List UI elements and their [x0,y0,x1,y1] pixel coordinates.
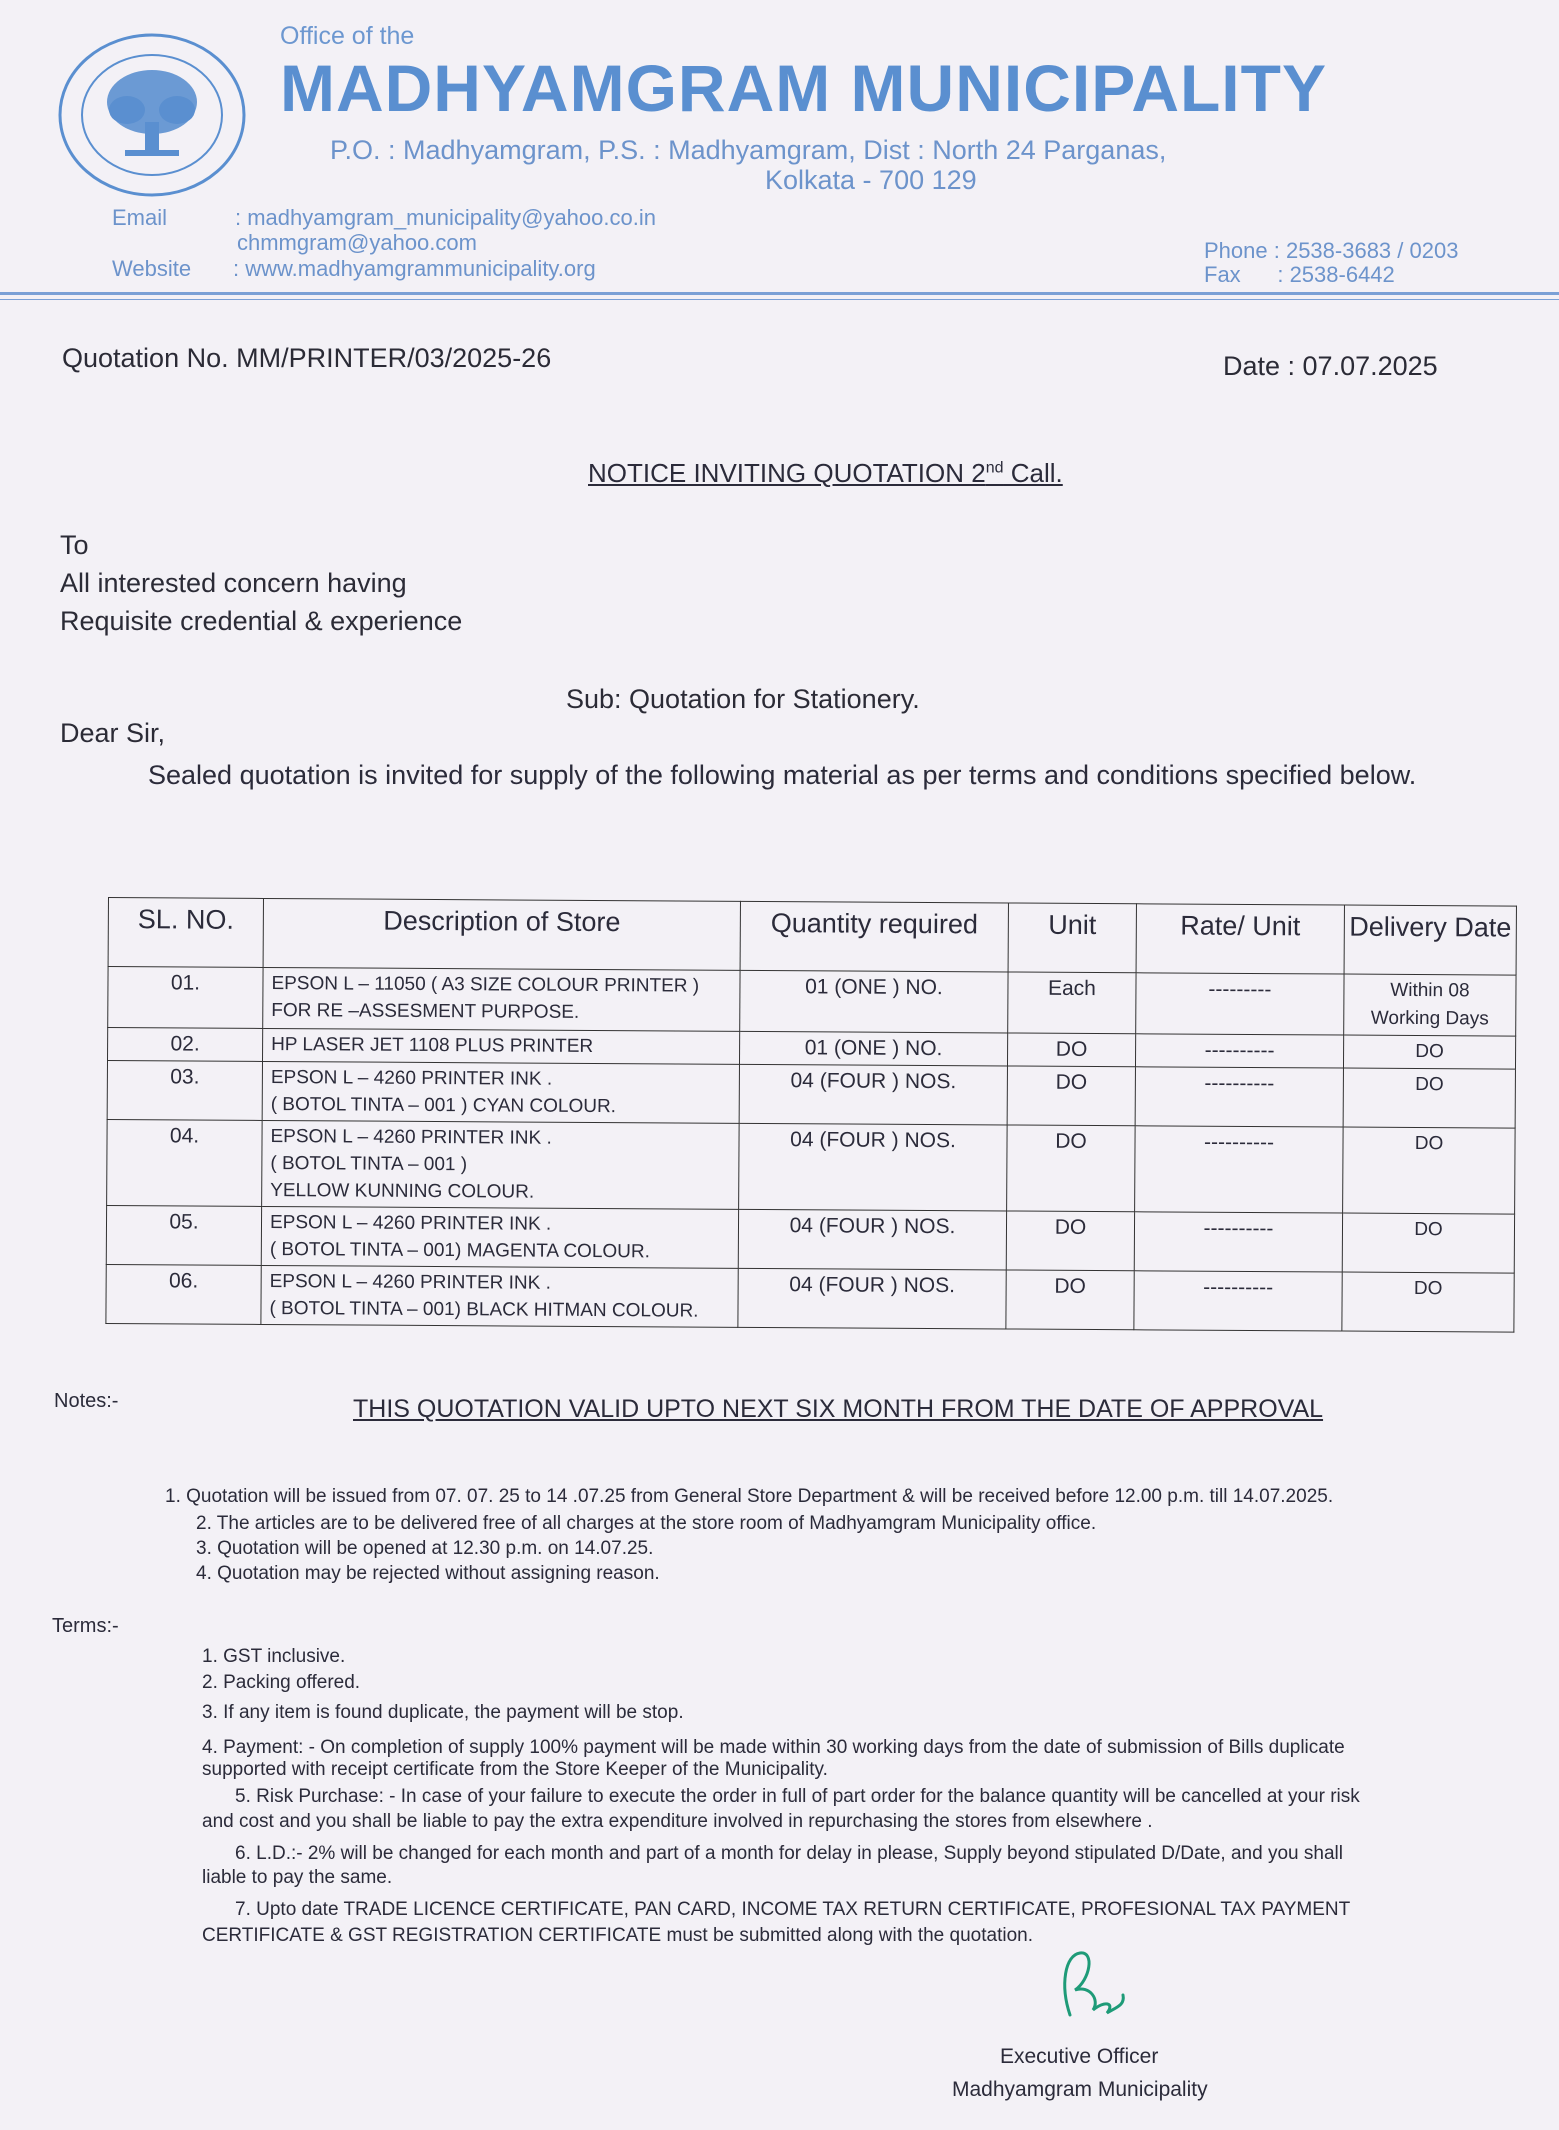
note-item: 3. Quotation will be opened at 12.30 p.m. on 14.07.25. [196,1538,654,1559]
email-address-1: : madhyamgram_municipality@yahoo.co.in [235,205,656,230]
row-description: EPSON L – 4260 PRINTER INK . ( BOTOL TINTA – 001) MAGENTA COLOUR. [261,1206,738,1268]
row-unit: Each [1008,972,1136,1034]
notice-title: NOTICE INVITING QUOTATION 2nd Call. [588,458,1063,488]
row-sl: 04. [107,1119,263,1206]
office-of-label: Office of the [280,22,415,50]
row-sl: 05. [106,1205,261,1265]
row-delivery: Within 08 Working Days [1344,974,1516,1036]
table-row [106,1205,1514,1273]
website-url: : www.madhyamgrammunicipality.org [233,256,596,281]
row-description: EPSON L – 4260 PRINTER INK . ( BOTOL TINTA – 001) BLACK HITMAN COLOUR. [261,1265,738,1327]
intro-paragraph: Sealed quotation is invited for supply of the following material as per terms and conditions specified below. [148,760,1417,790]
term-item: 6. L.D.:- 2% will be changed for each month and part of a month for delay in please, Supply beyond stipulated D/Date, and you shall [235,1843,1343,1864]
municipality-name: MADHYAMGRAM MUNICIPALITY [280,51,1327,125]
row-description: EPSON L – 4260 PRINTER INK . ( BOTOL TINTA – 001 ) YELLOW KUNNING COLOUR. [262,1120,740,1209]
row-rate: --------- [1136,973,1344,1035]
signatory-title: Executive Officer [1000,2045,1159,2068]
col-header-delivery: Delivery Date [1344,905,1516,975]
table-row [108,967,1516,1037]
quotation-date: Date : 07.07.2025 [1223,351,1438,381]
salutation: Dear Sir, [60,718,166,748]
row-delivery: DO [1343,1035,1515,1069]
addressee-line-2: Requisite credential & experience [60,606,463,636]
quotation-number: Quotation No. MM/PRINTER/03/2025-26 [62,343,552,373]
row-delivery: DO [1343,1068,1515,1128]
row-sl: 02. [108,1028,263,1062]
header-divider [0,292,1559,295]
col-header-unit: Unit [1008,903,1136,973]
term-item: 4. Payment: - On completion of supply 100% payment will be made within 30 working days from the date of submission of Bills duplicate [202,1737,1345,1758]
row-quantity: 04 (FOUR ) NOS. [738,1268,1006,1329]
row-description: HP LASER JET 1108 PLUS PRINTER [262,1028,739,1064]
row-rate: ---------- [1134,1271,1342,1331]
note-item: 4. Quotation may be rejected without assigning reason. [196,1563,660,1584]
row-quantity: 01 (ONE ) NO. [739,1031,1007,1066]
row-sl: 03. [107,1061,262,1121]
col-header-sl: SL. NO. [108,898,263,968]
phone-number: Phone : 2538-3683 / 0203 [1204,238,1459,263]
term-item: 2. Packing offered. [202,1672,361,1693]
row-unit: DO [1007,1066,1135,1126]
term-item-cont: CERTIFICATE & GST REGISTRATION CERTIFICATE must be submitted along with the quotation. [202,1925,1033,1946]
row-rate: ---------- [1135,1067,1343,1127]
row-delivery: DO [1342,1213,1514,1273]
row-rate: ---------- [1135,1034,1343,1068]
header-divider-thin [0,299,1559,300]
row-quantity: 01 (ONE ) NO. [740,970,1008,1033]
website-label: Website [112,256,192,281]
term-item-cont: and cost and you shall be liable to pay the extra expenditure involved in repurchasing the stores from elsewhere . [202,1811,1153,1832]
row-description: EPSON L – 11050 ( A3 SIZE COLOUR PRINTER ) FOR RE –ASSESMENT PURPOSE. [263,967,740,1031]
term-item-cont: supported with receipt certificate from the Store Keeper of the Municipality. [202,1759,828,1780]
subject-line: Sub: Quotation for Stationery. [566,684,920,714]
row-rate: ---------- [1134,1212,1342,1272]
term-item-cont: liable to pay the same. [202,1867,393,1888]
row-unit: DO [1007,1033,1135,1067]
address-line-1: P.O. : Madhyamgram, P.S. : Madhyamgram, Dist : North 24 Parganas, [330,135,1167,165]
row-delivery: DO [1342,1272,1514,1332]
row-delivery: DO [1343,1127,1516,1214]
row-quantity: 04 (FOUR ) NOS. [738,1209,1006,1270]
addressee-to: To [60,530,89,560]
notes-label: Notes:- [54,1390,119,1412]
row-rate: ---------- [1135,1126,1344,1213]
note-item: 2. The articles are to be delivered free of all charges at the store room of Madhyamgram Municipality office. [196,1513,1097,1534]
table-row [107,1061,1515,1129]
terms-label: Terms:- [52,1615,119,1637]
row-quantity: 04 (FOUR ) NOS. [739,1064,1007,1125]
fax-number: Fax : 2538-6442 [1204,262,1395,287]
row-unit: DO [1006,1270,1134,1330]
items-table [105,897,1517,1333]
signature-icon [1045,1945,1135,2035]
col-header-quantity: Quantity required [740,901,1008,972]
row-unit: DO [1006,1211,1134,1271]
table-row [106,1264,1514,1332]
term-item: 1. GST inclusive. [202,1646,346,1667]
addressee-line-1: All interested concern having [60,568,407,598]
note-item: 1. Quotation will be issued from 07. 07. 25 to 14 .07.25 from General Store Department & will be received before 12.00 p.m. till 14.07.2025. [165,1486,1334,1507]
term-item: 3. If any item is found duplicate, the payment will be stop. [202,1702,684,1723]
row-unit: DO [1007,1125,1136,1212]
row-quantity: 04 (FOUR ) NOS. [739,1123,1008,1211]
signatory-organization: Madhyamgram Municipality [952,2078,1208,2101]
term-item: 7. Upto date TRADE LICENCE CERTIFICATE, PAN CARD, INCOME TAX RETURN CERTIFICATE, PROFESIONAL TAX PAYMENT [235,1899,1351,1920]
row-sl: 01. [108,967,263,1029]
row-sl: 06. [106,1264,261,1324]
col-header-rate: Rate/ Unit [1136,904,1344,974]
term-item: 5. Risk Purchase: - In case of your failure to execute the order in full of part order for the balance quantity will be cancelled at your risk [235,1786,1360,1807]
table-header-row [108,898,1516,976]
email-address-2: chmmgram@yahoo.com [237,230,477,255]
municipality-seal-icon [55,30,250,200]
col-header-description: Description of Store [263,898,740,970]
row-description: EPSON L – 4260 PRINTER INK . ( BOTOL TINTA – 001 ) CYAN COLOUR. [262,1061,739,1123]
email-label: Email [112,205,168,230]
validity-statement: THIS QUOTATION VALID UPTO NEXT SIX MONTH FROM THE DATE OF APPROVAL [353,1395,1324,1423]
address-line-2: Kolkata - 700 129 [765,165,977,195]
table-row [107,1119,1515,1214]
